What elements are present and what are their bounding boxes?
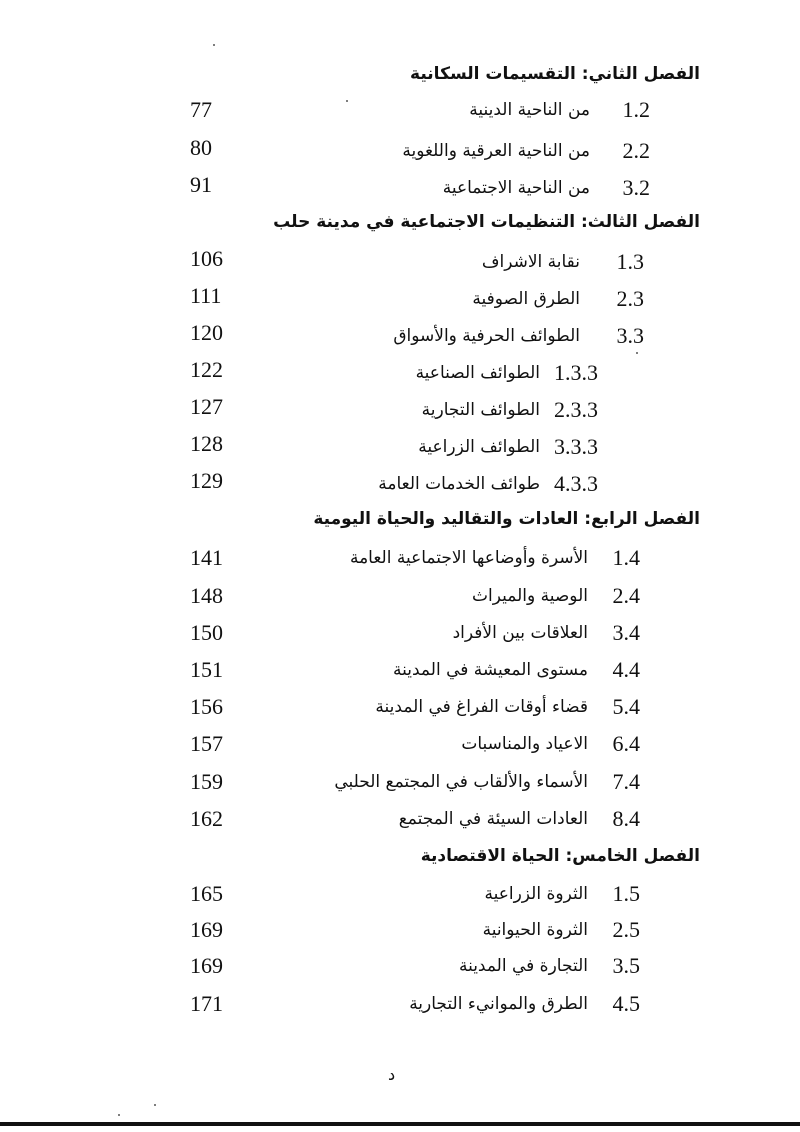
scan-speck (154, 1104, 156, 1106)
entry-number: 6.4 (612, 731, 640, 756)
entry-title: من الناحية العرقية واللغوية (402, 141, 590, 161)
entry-page: 150 (190, 620, 223, 645)
chapter-heading: الفصل الرابع: العادات والتقاليد والحياة اليومية (313, 509, 700, 529)
entry-page: 162 (190, 806, 223, 831)
entry-title: نقابة الاشراف (481, 252, 580, 272)
entry-number: 1.3.3 (554, 360, 598, 385)
entry-title: العادات السيئة في المجتمع (398, 809, 588, 829)
entry-page: 77 (190, 97, 212, 122)
entry-number: 4.5 (612, 991, 640, 1016)
entry-page: 122 (190, 357, 223, 382)
entry-number: 1.3 (616, 249, 644, 274)
entry-title: الطرق والموانيء التجارية (409, 994, 588, 1014)
entry-title: قضاء أوقات الفراغ في المدينة (375, 697, 588, 717)
entry-number: 3.3.3 (554, 434, 598, 459)
entry-page: 171 (190, 991, 223, 1016)
entry-page: 159 (190, 769, 223, 794)
entry-title: مستوى المعيشة في المدينة (393, 660, 588, 680)
entry-number: 3.4 (612, 620, 640, 645)
entry-number: 1.4 (612, 545, 640, 570)
entry-title: الثروة الزراعية (484, 884, 588, 904)
entry-title: الثروة الحيوانية (482, 920, 588, 940)
entry-number: 4.4 (612, 657, 640, 682)
entry-number: 3.5 (612, 953, 640, 978)
entry-number: 7.4 (612, 769, 640, 794)
entry-page: 169 (190, 953, 223, 978)
scan-speck (118, 1114, 120, 1116)
entry-number: 2.3.3 (554, 397, 598, 422)
scan-speck (213, 44, 215, 46)
entry-title: العلاقات بين الأفراد (452, 623, 588, 643)
entry-page: 157 (190, 731, 223, 756)
entry-number: 5.4 (612, 694, 640, 719)
entry-number: 1.2 (622, 97, 650, 122)
entry-title: التجارة في المدينة (458, 956, 588, 976)
chapter-heading: الفصل الثاني: التقسيمات السكانية (410, 64, 700, 84)
entry-number: 3.3 (616, 323, 644, 348)
entry-title: الأسرة وأوضاعها الاجتماعية العامة (349, 548, 588, 568)
entry-page: 151 (190, 657, 223, 682)
entry-page: 148 (190, 583, 223, 608)
entry-page: 128 (190, 431, 223, 456)
entry-number: 2.2 (622, 138, 650, 163)
entry-number: 8.4 (612, 806, 640, 831)
entry-number: 4.3.3 (554, 471, 598, 496)
page-number-mark: د (388, 1065, 396, 1084)
entry-number: 3.2 (622, 175, 650, 200)
entry-number: 2.3 (616, 286, 644, 311)
entry-title: الطوائف الحرفية والأسواق (393, 326, 580, 346)
entry-page: 141 (190, 545, 223, 570)
entry-page: 111 (190, 283, 222, 308)
chapter-heading: الفصل الخامس: الحياة الاقتصادية (420, 846, 700, 866)
entry-title: الاعياد والمناسبات (461, 734, 588, 754)
entry-page: 129 (190, 468, 223, 493)
entry-number: 2.5 (612, 917, 640, 942)
entry-title: من الناحية الاجتماعية (442, 178, 590, 198)
entry-number: 1.5 (612, 881, 640, 906)
scan-speck (636, 352, 638, 354)
entry-page: 120 (190, 320, 223, 345)
entry-title: الوصية والميراث (472, 586, 588, 606)
entry-title: الطوائف الزراعية (418, 437, 540, 457)
entry-page: 165 (190, 881, 223, 906)
entry-page: 127 (190, 394, 223, 419)
entry-page: 91 (190, 172, 212, 197)
scan-speck (346, 100, 348, 102)
entry-page: 169 (190, 917, 223, 942)
entry-page: 156 (190, 694, 223, 719)
entry-title: طوائف الخدمات العامة (378, 474, 540, 494)
chapter-heading: الفصل الثالث: التنظيمات الاجتماعية في مدينة حلب (273, 212, 700, 232)
entry-title: الطرق الصوفية (472, 289, 580, 309)
entry-title: الطوائف التجارية (421, 400, 540, 420)
entry-title: الأسماء والألقاب في المجتمع الحلبي (334, 772, 588, 792)
entry-title: الطوائف الصناعية (415, 363, 540, 383)
entry-page: 106 (190, 246, 223, 271)
entry-title: من الناحية الدينية (469, 100, 590, 120)
entry-number: 2.4 (612, 583, 640, 608)
entry-page: 80 (190, 135, 212, 160)
page-bottom-border (0, 1122, 800, 1126)
